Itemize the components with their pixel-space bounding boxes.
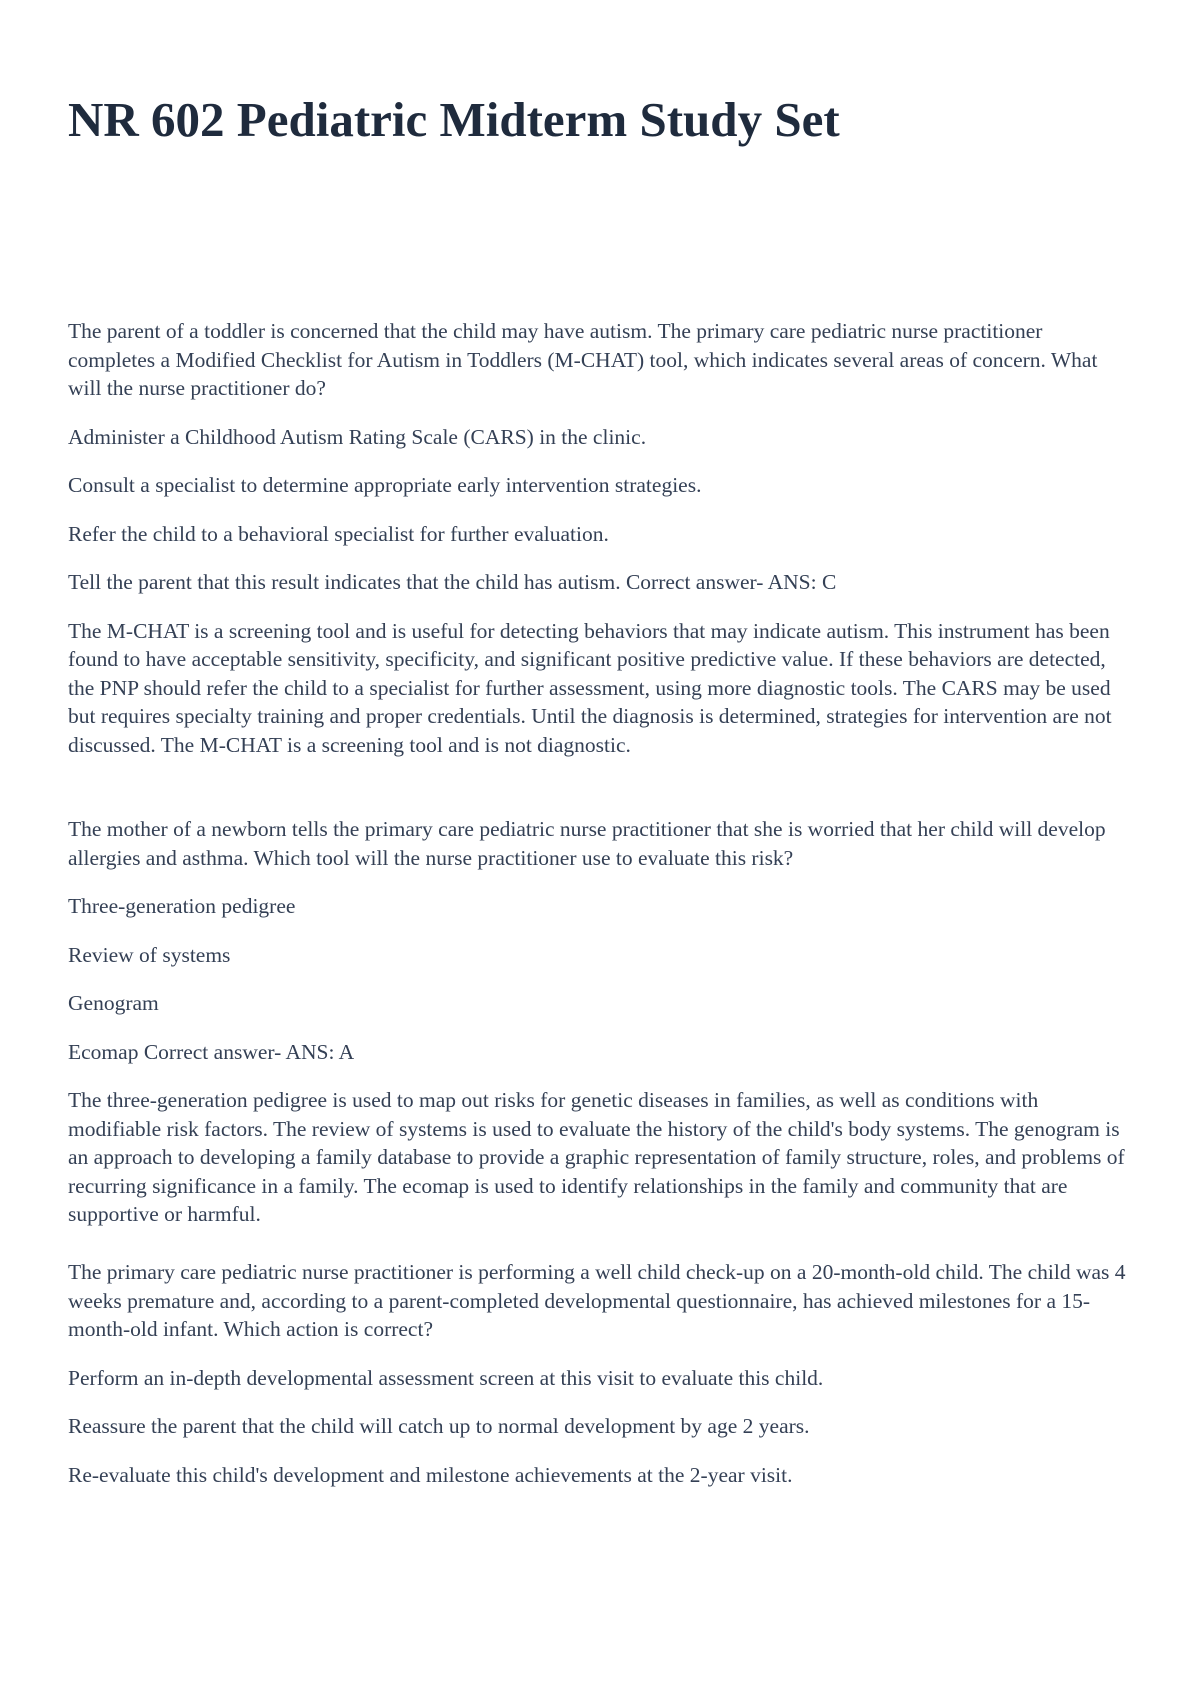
question-stem: The parent of a toddler is concerned that the child may have autism. The primary care pediatric nurse practitioner completes a Modified Checklist for Autism in Toddlers (M-CHAT) tool, which indicates several areas of concern. What will the nurse practitioner do? (68, 319, 1098, 400)
question-stem: The mother of a newborn tells the primary care pediatric nurse practitioner that she is worried that her child will develop allergies and asthma. Which tool will the nurse practitioner use to evaluate this risk? (68, 817, 1106, 870)
question-stem: The primary care pediatric nurse practitioner is performing a well child check-up on a 20-month-old child. The child was 4 weeks premature and, according to a parent-completed developmental questionnaire, has achieved milestones for a 15-month-old infant. Which action is correct? (68, 1260, 1126, 1341)
answer-option: Consult a specialist to determine appropriate early intervention strategies. (68, 473, 702, 497)
answer-option: Genogram (68, 991, 159, 1015)
answer-option: Reassure the parent that the child will catch up to normal development by age 2 years. (68, 1414, 810, 1438)
answer-option: Re-evaluate this child's development and milestone achievements at the 2-year visit. (68, 1462, 793, 1487)
answer-option-with-key: Tell the parent that this result indicates that the child has autism. Correct answer- ANS: C (68, 570, 837, 594)
question-block-1 (68, 317, 1128, 779)
answer-rationale: The three-generation pedigree is used to map out risks for genetic diseases in families, as well as conditions with modifiable risk factors. The review of systems is used to evaluate the history of the child's body systems. The genogram is an approach to developing a family database to provide a graphic representation of family structure, roles, and problems of recurring significance in a family. The ecomap is used to identify relationships in the family and community that are supportive or harmful. (68, 1088, 1125, 1226)
answer-option: Review of systems (68, 942, 231, 967)
question-block-2 (68, 815, 1128, 1249)
question-block-3 (68, 1258, 1128, 1509)
answer-option: Three-generation pedigree (68, 894, 296, 918)
answer-option: Refer the child to a behavioral specialist for further evaluation. (68, 521, 609, 546)
document-title: NR 602 Pediatric Midterm Study Set (68, 92, 840, 147)
answer-option: Administer a Childhood Autism Rating Scale (CARS) in the clinic. (68, 424, 647, 449)
answer-rationale: The M-CHAT is a screening tool and is useful for detecting behaviors that may indicate autism. This instrument has been found to have acceptable sensitivity, specificity, and significant positive predictive value. If these behaviors are detected, the PNP should refer the child to a specialist for further assessment, using more diagnostic tools. The CARS may be used but requires specialty training and proper credentials. Until the diagnosis is determined, strategies for intervention are not discussed. The M-CHAT is a screening tool and is not diagnostic. (68, 618, 1112, 757)
answer-option: Perform an in-depth developmental assessment screen at this visit to evaluate this child. (68, 1365, 824, 1390)
answer-option-with-key: Ecomap Correct answer- ANS: A (68, 1039, 355, 1064)
